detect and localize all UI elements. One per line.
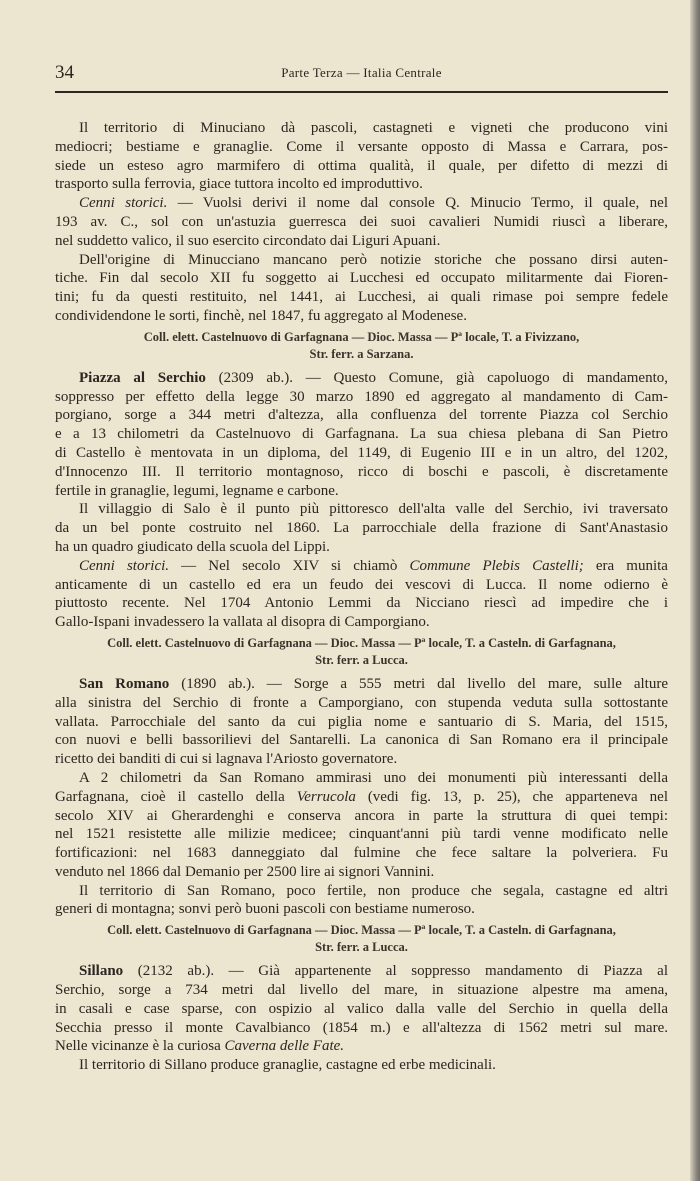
note-line: Str. ferr. a Lucca. — [315, 652, 408, 667]
text-line: A 2 chilometri da San Romano ammirasi uno dei monumenti più interessanti della — [79, 769, 668, 786]
text-line: d'Innocenzo III. Il territorio montagnoso, ricco di boschi e pascoli, è discretamente — [55, 463, 668, 480]
text-line: Il territorio di San Romano, poco fertile, non produce che segala, castagne ed altri — [79, 882, 668, 899]
text-line: fertile in granaglie, legumi, legname e carbone. — [55, 482, 339, 499]
text-line: fortificazioni: nel 1683 danneggiato dal fulmine che fece saltare la polveriera. Fu — [55, 845, 668, 862]
text-line — [55, 962, 668, 981]
text-line: Secchia presso il monte Cavalbianco (1854 m.) e all'altezza di 1562 metri sul mare. — [55, 1019, 668, 1036]
text-line: siede un esteso agro marmifero di ottima qualità, il quale, per difetto di mezzi di — [55, 157, 668, 174]
administrative-note — [55, 922, 668, 956]
paragraph — [55, 882, 668, 920]
text-line: piuttosto recente. Nel 1704 Antonio Lemmi da Nicciano riescì ad impedire che i — [55, 595, 668, 612]
text-run: (1890 ab.). — Sorge a 555 metri dal livello del mare, sulle alture — [169, 675, 668, 692]
note-line: Coll. elett. Castelnuovo di Garfagnana — Dioc. Massa — Pª locale, T. a Fivizzano, — [143, 329, 580, 344]
entry-heading: San Romano — [79, 675, 170, 692]
italic-text: Cenni storici. — [79, 195, 168, 212]
text-line: trasporto sulla ferrovia, giace tuttora incolto ed improduttivo. — [55, 176, 423, 193]
text-line: e a 13 chilometri da Castelnuovo di Garfagnana. La sua chiesa plebana di San Pietro — [55, 426, 668, 443]
paragraph — [55, 251, 668, 326]
text-line: con nuovi e belli bassorilievi del Santarelli. La canonica di San Romano era il principale — [55, 732, 668, 749]
text-line: soppresso per effetto della legge 30 marzo 1890 ed aggregato al mandamento di Cam- — [55, 388, 668, 405]
text-run: — Nel secolo XIV si chiamò — [169, 557, 410, 574]
text-line: tini; fu da questi restituito, nel 1441, ai Lucchesi, ai quali rimase poi sempre fedele — [55, 289, 668, 306]
text-line: alla sinistra del Serchio di fronte a Camporgiano, con stupenda veduta sulla sottostante — [55, 694, 668, 711]
entry-section — [55, 369, 668, 669]
text-line: tiche. Fin dal secolo XII fu soggetto ai Lucchesi ed occupato militarmente dai Fioren- — [55, 270, 668, 287]
text-line: Il territorio di Minuciano dà pascoli, castagneti e vigneti che producono vini — [79, 120, 668, 136]
entry-section — [55, 119, 668, 363]
text-run: Garfagnana, cioè il castello della — [55, 788, 297, 805]
italic-text: Caverna delle Fate. — [224, 1038, 345, 1055]
text-line: di Castello è mentovata in un diploma, del 1149, di Eugenio III e in un altro, del 1202, — [55, 444, 668, 461]
header-rule — [55, 91, 668, 93]
entry-heading: Piazza al Serchio — [79, 369, 206, 386]
text-line — [55, 788, 668, 807]
paragraph — [55, 194, 668, 250]
text-line: nel 1521 resistette alle milizie medicee; cinquant'anni più tardi venne modificato nelle — [55, 826, 668, 843]
page-body — [55, 119, 668, 1081]
text-line: condividendone le sorti, finchè, nel 1847, fu aggregato al Modenese. — [55, 307, 467, 324]
note-line: Coll. elett. Castelnuovo di Garfagnana — Dioc. Massa — Pª locale, T. a Casteln. di Garfagnana, — [107, 635, 616, 650]
text-line — [55, 369, 668, 388]
paragraph — [55, 557, 668, 632]
text-line: vallata. Parrocchiale del santo da cui piglia nome e santuario di S. Maria, del 1515, — [55, 713, 668, 730]
text-run: (2132 ab.). — Già appartenente al soppresso mandamento di Piazza al — [123, 963, 668, 980]
running-title: Parte Terza — Italia Centrale — [281, 65, 442, 80]
text-line: porgiano, sorge a 344 metri d'altezza, alla confluenza del torrente Piazza col Serchio — [55, 407, 668, 424]
paragraph — [55, 1056, 668, 1075]
text-line: mediocri; bestiame e granaglie. Come il versante opposto di Massa e Carrara, pos- — [55, 138, 668, 155]
text-line: ha un quadro giudicato della scuola del Lippi. — [55, 538, 330, 555]
administrative-note — [55, 635, 668, 669]
paragraph — [55, 962, 668, 1056]
note-line: Str. ferr. a Sarzana. — [309, 346, 414, 361]
paragraph — [55, 769, 668, 882]
text-line — [55, 194, 668, 213]
page-edge-shadow — [690, 0, 700, 1181]
text-line: Il territorio di Sillano produce granaglie, castagne ed erbe medicinali. — [79, 1057, 496, 1074]
paragraph — [55, 119, 668, 194]
text-run: era munita — [583, 557, 668, 574]
note-line: Str. ferr. a Lucca. — [315, 940, 408, 955]
text-line: venduto nel 1866 dal Demanio per 2500 lire ai signori Vannini. — [55, 863, 435, 880]
text-line: secolo XIV ai Gherardenghi e conserva ancora in parte la struttura di quei tempi: — [55, 807, 668, 824]
text-run: (2309 ab.). — Questo Comune, già capoluogo di mandamento, — [205, 369, 668, 386]
text-run: — Vuolsi derivi il nome dal console Q. Minucio Termo, il quale, nel — [167, 195, 668, 212]
text-line: anticamente di un castello ed era un feudo dei vescovi di Lucca. Il nome odierno è — [55, 576, 668, 593]
text-run: (vedi fig. 13, p. 25), che apparteneva nel — [355, 788, 668, 805]
text-run: Nelle vicinanze è la curiosa — [55, 1038, 225, 1055]
entry-section — [55, 962, 668, 1075]
text-line: Dell'origine di Minucciano mancano però notizie storiche che possano dirsi auten- — [79, 251, 668, 268]
italic-text: Verrucola — [296, 788, 356, 805]
italic-text: Cenni storici. — [79, 557, 170, 574]
text-line — [55, 1037, 668, 1056]
paragraph — [55, 500, 668, 556]
text-line: in casali e case sparse, con ospizio al valico dalla valle del Serchio in quella della — [55, 1000, 668, 1017]
paragraph — [55, 369, 668, 501]
text-line: generi di montagna; sonvi però buoni pascoli con bestiame numeroso. — [55, 901, 475, 918]
note-line: Coll. elett. Castelnuovo di Garfagnana — Dioc. Massa — Pª locale, T. a Casteln. di Garfagnana, — [107, 923, 616, 938]
administrative-note — [55, 329, 668, 363]
entry-section — [55, 675, 668, 956]
text-line: Il villaggio di Salo è il punto più pittoresco dell'alta valle del Serchio, ivi traversato — [79, 501, 668, 518]
page-number: 34 — [55, 62, 74, 83]
paragraph — [55, 675, 668, 769]
running-header — [55, 62, 668, 84]
italic-text: Commune Plebis Castelli; — [409, 557, 584, 574]
text-line — [55, 675, 668, 694]
text-line: Serchio, sorge a 734 metri dal livello del mare, in situazione alpestre ma amena, — [55, 982, 668, 999]
text-line — [55, 557, 668, 576]
text-line: nel suddetto valico, il suo esercito circondato dai Liguri Apuani. — [55, 232, 441, 249]
text-line: da un bel ponte costruito nel 1860. La parrocchiale della frazione di Sant'Anastasio — [55, 520, 668, 537]
entry-heading: Sillano — [79, 963, 124, 980]
text-line: ricetto dei banditi di cui si lagnava l'Ariosto governatore. — [55, 751, 398, 768]
text-line: Gallo-Ispani invadessero la vallata al disopra di Camporgiano. — [55, 614, 430, 631]
text-line: 193 av. C., sol con un'astuzia guerresca dei suoi cavalieri Numidi riuscì a liberare, — [55, 213, 668, 230]
